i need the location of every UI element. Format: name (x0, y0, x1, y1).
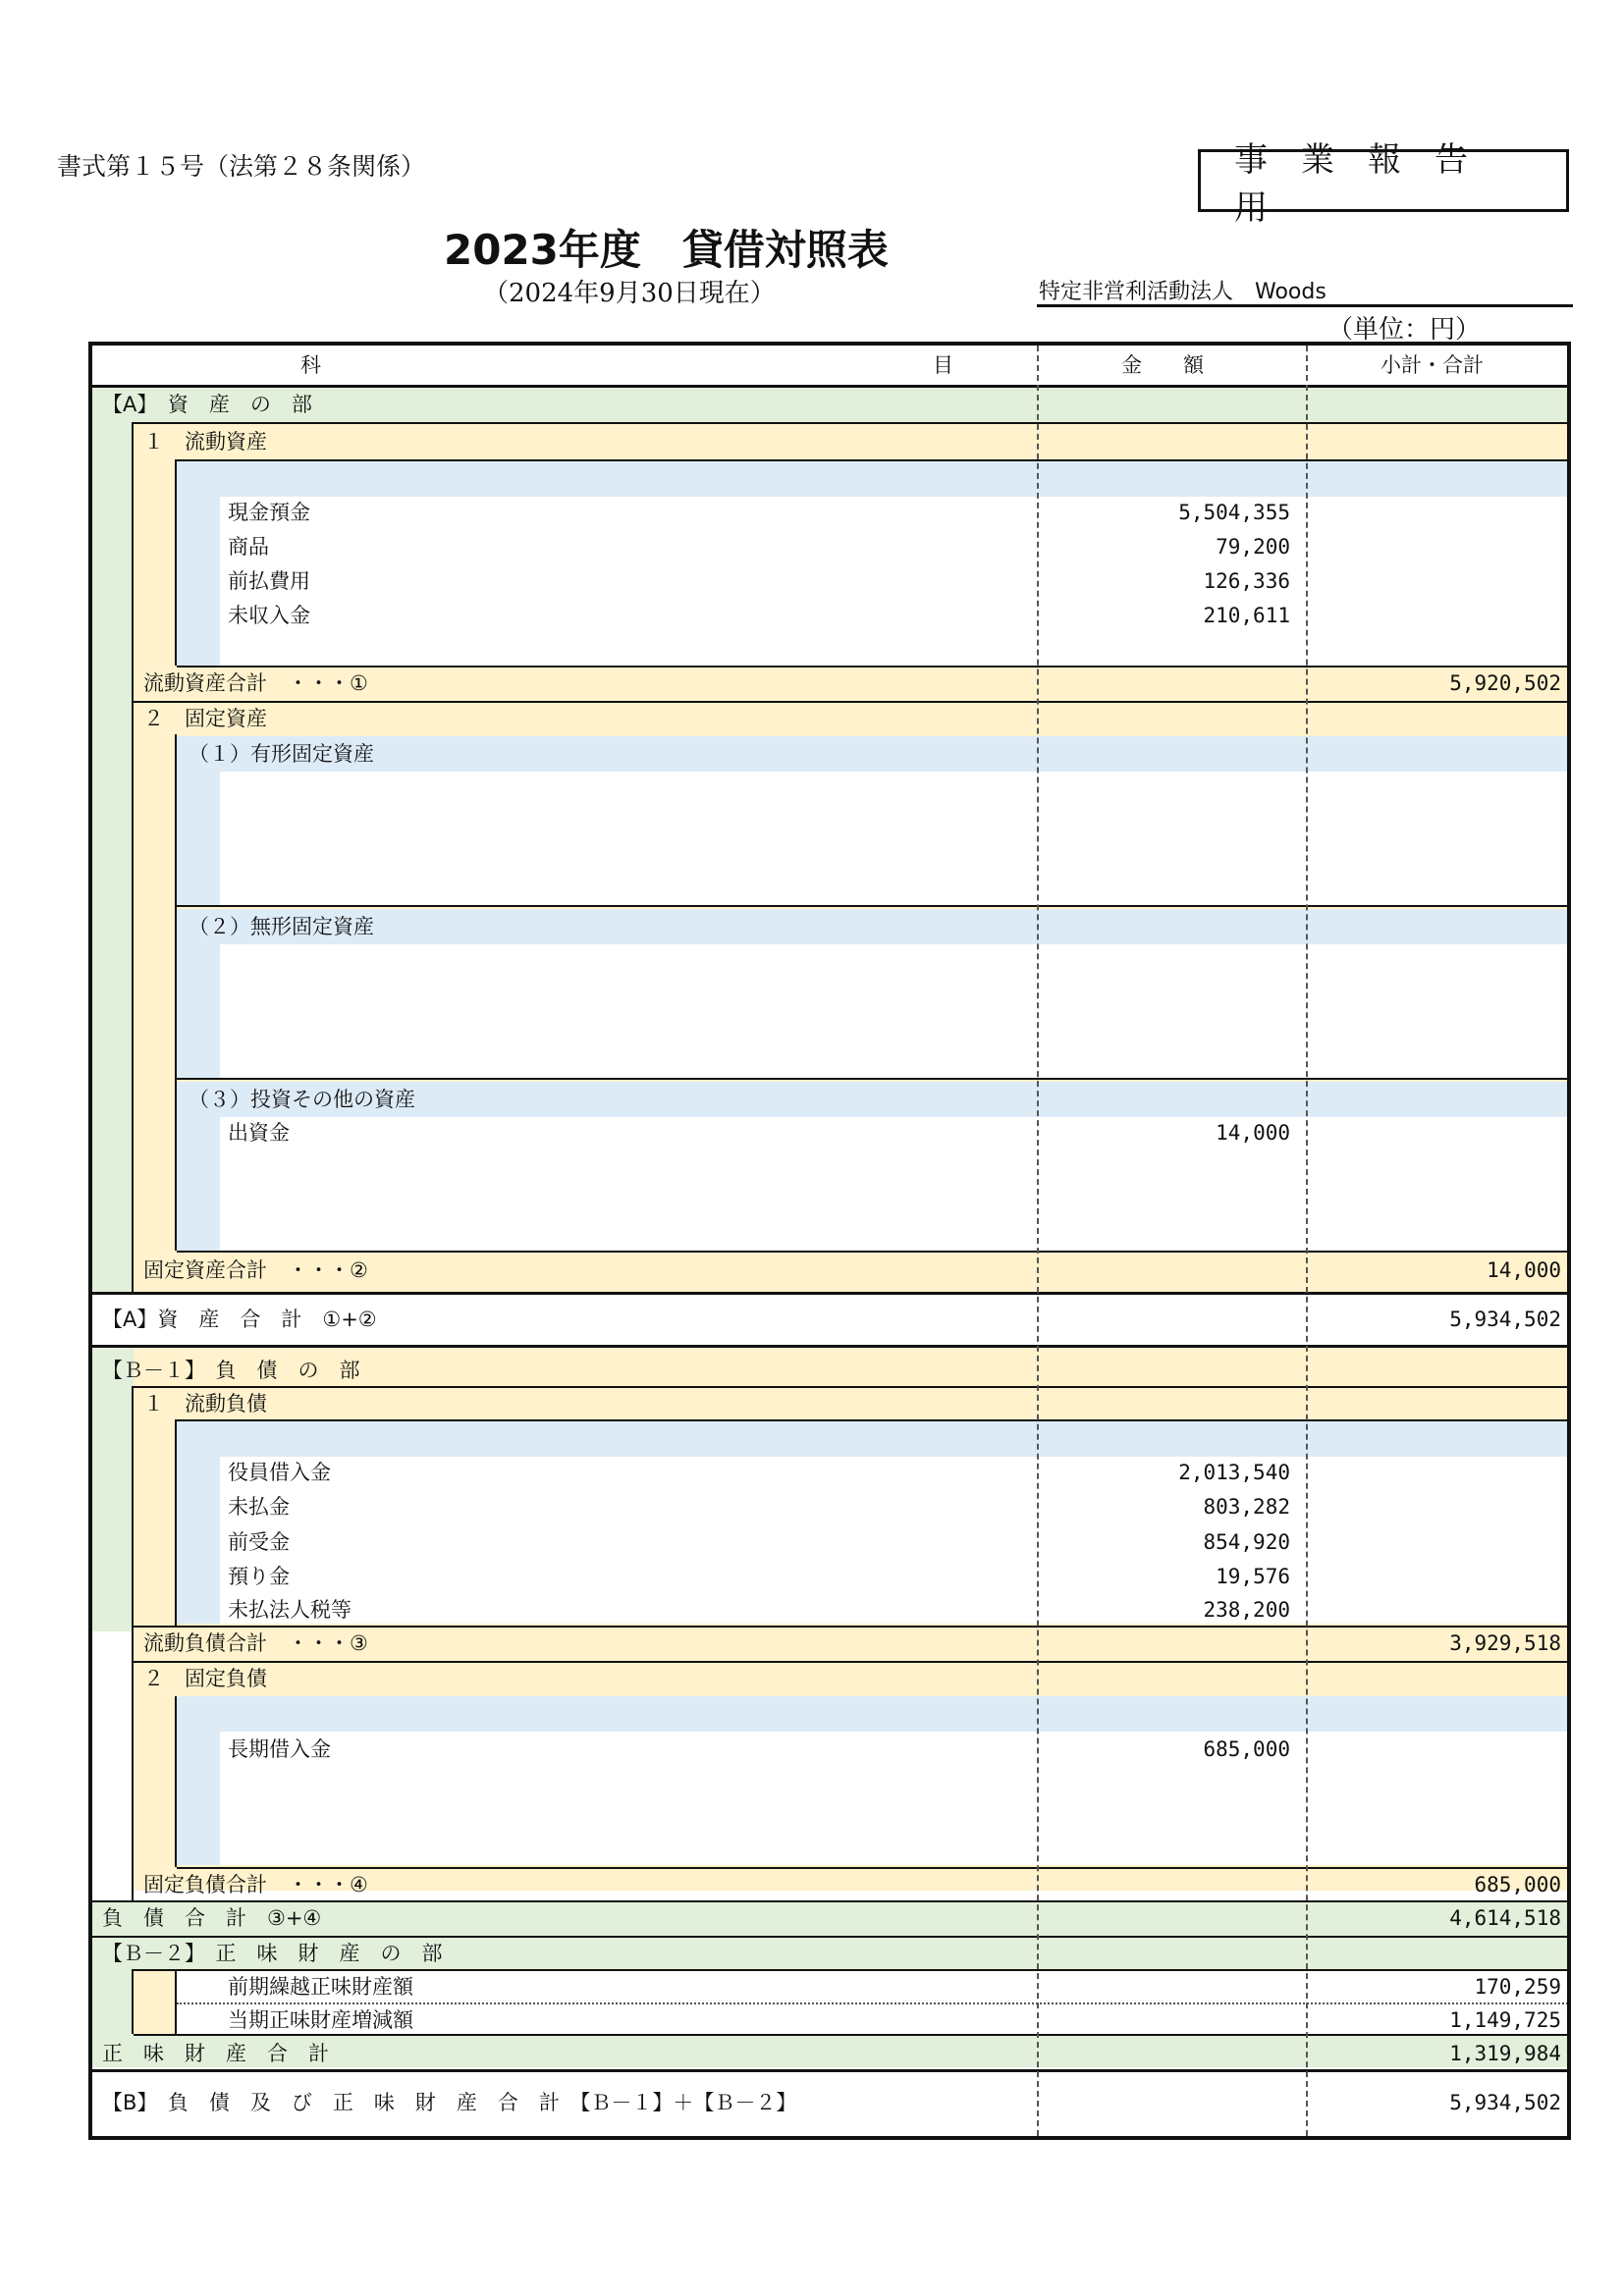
header-subject-left: 科 (300, 353, 321, 377)
divider (132, 1386, 134, 1900)
list-item-amount: 803,282 (1203, 1495, 1290, 1519)
unit-label: （単位：円） (1327, 315, 1482, 345)
current-liabilities-total-label: 流動負債合計 ・・・③ (143, 1631, 368, 1655)
page-title: 2023年度 貸借対照表 (444, 226, 889, 274)
list-item: 前期繰越正味財産額 (228, 1975, 413, 1999)
fixed-assets-total-label: 固定資産合計 ・・・② (143, 1258, 368, 1282)
net-assets-indent (134, 1971, 177, 2034)
amount-column-divider (1037, 346, 1039, 2136)
header-subject-right: 目 (933, 353, 953, 377)
tangible-blue-row (177, 736, 1571, 772)
liabilities-total: 4,614,518 (1449, 1906, 1561, 1930)
list-item-amount: 5,504,355 (1178, 501, 1290, 524)
grand-total: 5,934,502 (1449, 2091, 1561, 2114)
divider (132, 1969, 134, 2034)
intangible-blue-row (177, 909, 1571, 944)
header-subtotal: 小計・合計 (1380, 353, 1484, 377)
fixed-liabilities-total-label: 固定負債合計 ・・・④ (143, 1873, 368, 1896)
divider (175, 1969, 177, 2034)
divider (92, 2069, 1567, 2072)
divider (177, 2002, 1571, 2004)
list-item: 前払費用 (228, 569, 310, 593)
current-assets-total-label: 流動資産合計 ・・・① (143, 671, 368, 695)
list-item-amount: 19,576 (1216, 1565, 1290, 1588)
current-assets-indent (177, 497, 220, 666)
subtotal-column-divider (1306, 346, 1308, 2136)
fixed-assets-label: ２ 固定資産 (143, 707, 267, 730)
current-liabilities-total: 3,929,518 (1449, 1631, 1561, 1655)
divider (177, 1419, 1571, 1421)
divider (134, 1969, 1571, 1971)
list-item-amount: 854,920 (1203, 1530, 1290, 1554)
divider (177, 459, 1571, 461)
divider (92, 1292, 1567, 1295)
divider (175, 1696, 177, 1867)
list-item-amount: 238,200 (1203, 1598, 1290, 1622)
list-item: 商品 (228, 535, 269, 559)
intangible-indent (177, 944, 220, 1078)
liabilities-total-label: 負 債 合 計 ③+④ (102, 1906, 322, 1930)
divider (134, 701, 1571, 703)
divider (134, 422, 1571, 424)
current-assets-label: １ 流動資産 (143, 430, 267, 454)
net-assets-total: 1,319,984 (1449, 2042, 1561, 2065)
list-item-amount: 126,336 (1203, 569, 1290, 593)
assets-total-label: 【A】資 産 合 計 ①+② (102, 1308, 377, 1331)
fixed-liabilities-blue-row (177, 1696, 1571, 1732)
divider (177, 1078, 1571, 1080)
organization-name: 特定非営利活動法人 Woods (1039, 280, 1326, 304)
divider (134, 1386, 1571, 1388)
divider (134, 2034, 1571, 2036)
organization-underline (1037, 304, 1573, 307)
current-assets-blue-row (177, 461, 1571, 497)
list-item: 当期正味財産増減額 (228, 2008, 413, 2032)
list-item-amount: 14,000 (1216, 1121, 1290, 1145)
list-item: 現金預金 (228, 501, 310, 524)
divider (132, 422, 134, 1294)
list-item: 未払金 (228, 1495, 290, 1519)
net-assets-section-label: 【Ｂ－２】 正 味 財 産 の 部 (102, 1942, 443, 1965)
divider (92, 385, 1567, 388)
divider (177, 666, 1571, 667)
divider (92, 1936, 1567, 1938)
list-item-amount: 170,259 (1474, 1975, 1561, 1999)
current-assets-total: 5,920,502 (1449, 671, 1561, 695)
current-assets-items-area (220, 497, 1571, 666)
report-label-box: 事業報告用 (1198, 149, 1569, 212)
fixed-liabilities-indent (177, 1732, 220, 1865)
list-item: 未払法人税等 (228, 1598, 352, 1622)
list-item: 役員借入金 (228, 1461, 331, 1484)
fixed-liabilities-items-area (220, 1732, 1571, 1865)
divider (177, 905, 1571, 907)
intangible-assets-label: （２）無形固定資産 (189, 915, 374, 938)
list-item: 預り金 (228, 1565, 290, 1588)
as-of-date: （2024年9月30日現在） (483, 279, 776, 308)
divider (175, 459, 177, 666)
list-item-amount: 79,200 (1216, 535, 1290, 559)
investments-items-area (220, 1117, 1571, 1251)
list-item: 長期借入金 (228, 1737, 331, 1761)
tangible-items-area (220, 772, 1571, 905)
divider (177, 1251, 1571, 1253)
liabilities-section-label: 【Ｂ－１】 負 債 の 部 (102, 1359, 360, 1382)
list-item: 未収入金 (228, 604, 310, 627)
current-liabilities-indent (177, 1457, 220, 1624)
divider (177, 1867, 1571, 1869)
fixed-assets-total: 14,000 (1487, 1258, 1561, 1282)
divider (134, 1661, 1571, 1663)
fixed-liabilities-label: ２ 固定負債 (143, 1667, 267, 1690)
balance-sheet-table (88, 342, 1571, 2140)
divider (92, 1900, 1567, 1902)
assets-total: 5,934,502 (1449, 1308, 1561, 1331)
current-liabilities-blue-row (177, 1421, 1571, 1457)
divider (92, 1345, 1567, 1348)
current-liabilities-label: １ 流動負債 (143, 1392, 267, 1415)
form-number: 書式第１５号（法第２８条関係） (57, 152, 426, 181)
net-assets-total-label: 正 味 財 産 合 計 (102, 2042, 329, 2065)
divider (175, 734, 177, 1251)
header-amount: 金 額 (1121, 353, 1204, 377)
list-item: 出資金 (228, 1121, 290, 1145)
current-liabilities-items-area (220, 1457, 1571, 1624)
tangible-assets-label: （１）有形固定資産 (189, 742, 374, 766)
list-item: 前受金 (228, 1530, 290, 1554)
investments-label: （３）投資その他の資産 (189, 1088, 415, 1111)
fixed-liabilities-total: 685,000 (1474, 1873, 1561, 1896)
tangible-indent (177, 772, 220, 905)
list-item-amount: 685,000 (1203, 1737, 1290, 1761)
divider (175, 1419, 177, 1626)
intangible-items-area (220, 944, 1571, 1078)
list-item-amount: 1,149,725 (1449, 2008, 1561, 2032)
grand-total-label: 【B】 負 債 及 び 正 味 財 産 合 計 【Ｂ－１】＋【Ｂ－２】 (102, 2091, 797, 2114)
investments-indent (177, 1117, 220, 1251)
assets-section-label: 【A】 資 産 の 部 (102, 393, 312, 416)
list-item-amount: 2,013,540 (1178, 1461, 1290, 1484)
divider (134, 1626, 1571, 1628)
list-item-amount: 210,611 (1203, 604, 1290, 627)
